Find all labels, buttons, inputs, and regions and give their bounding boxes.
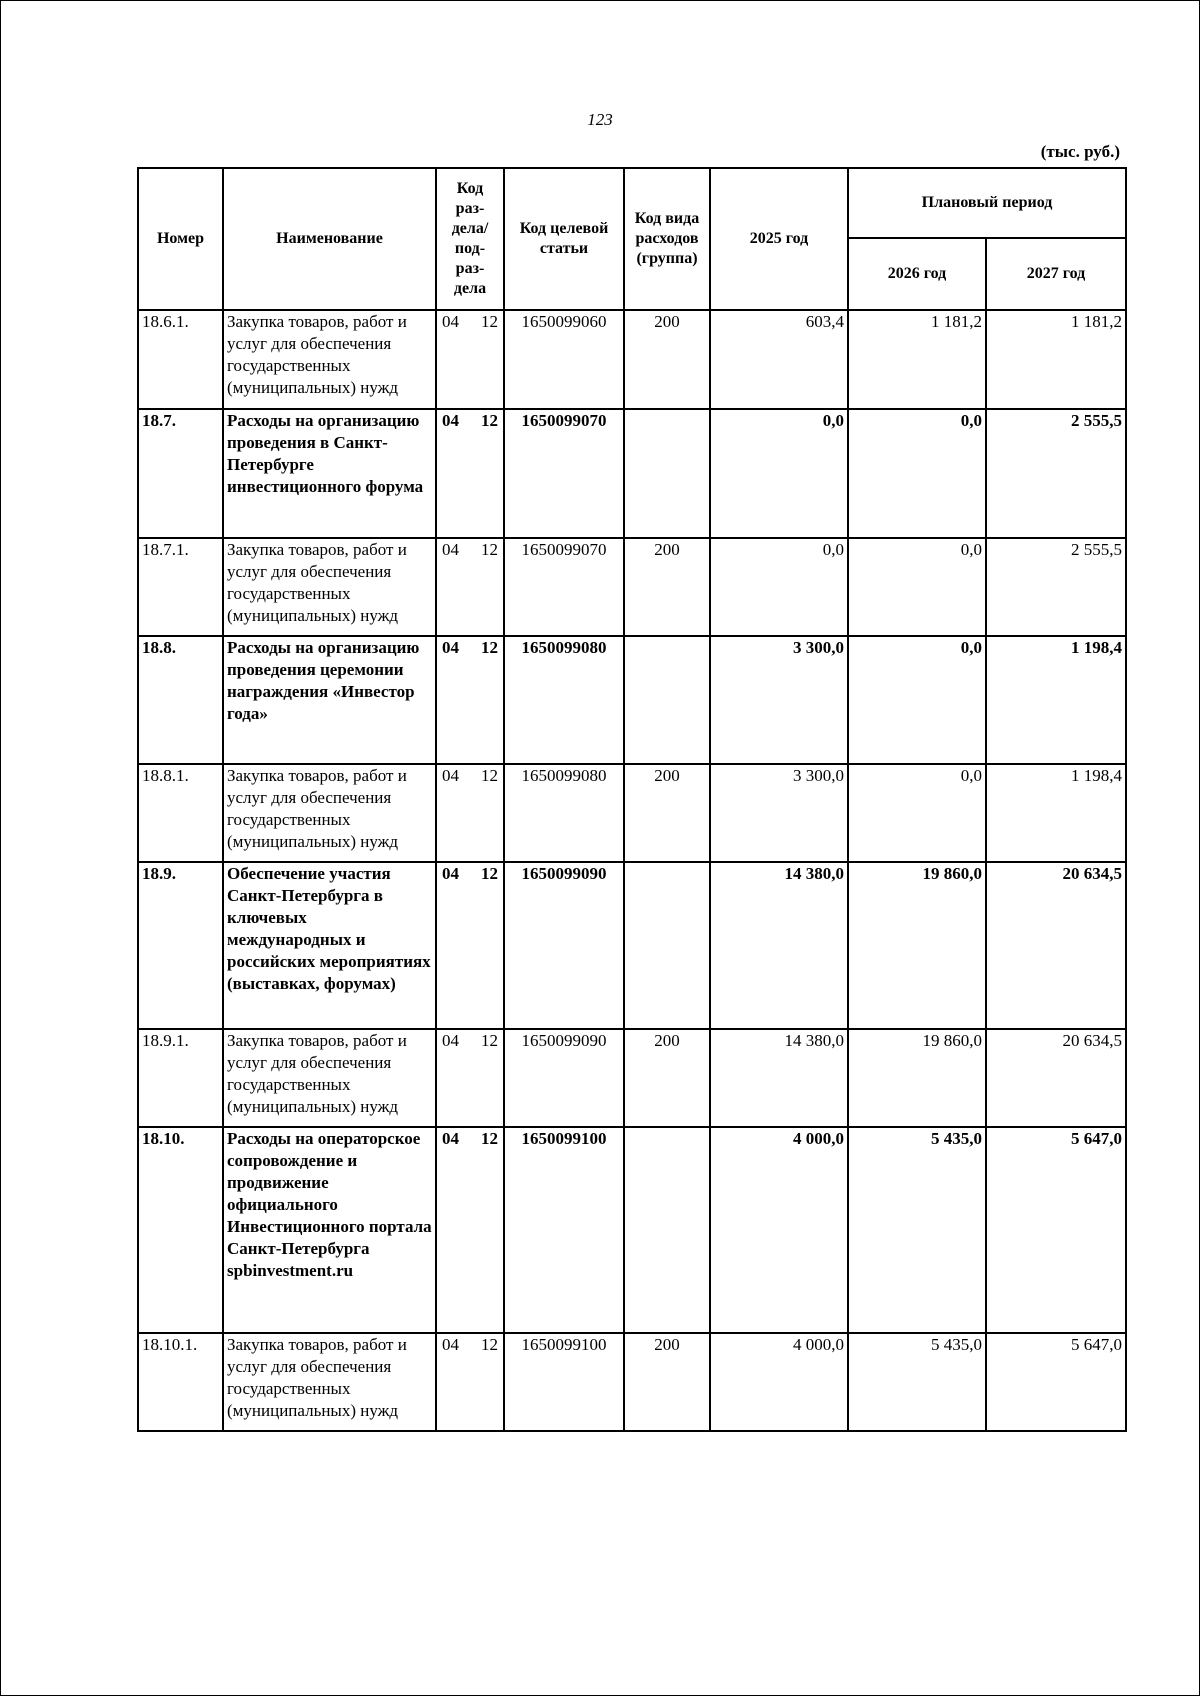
table-row [138,1029,1126,1127]
row-name: Расходы на организацию проведения в Санкт-Петербурге инвестиционного форума [223,409,436,538]
amount-2027: 5 647,0 [986,1333,1126,1431]
row-name: Закупка товаров, работ и услуг для обеспечения государственных (муниципальных) нужд [223,1333,436,1431]
row-number: 18.7.1. [138,538,223,636]
row-number: 18.9. [138,862,223,1029]
amount-2025: 4 000,0 [710,1333,848,1431]
amount-2027: 1 181,2 [986,310,1126,409]
table-row [138,1333,1126,1431]
header-year-2027: 2027 год [986,238,1126,310]
header-planned-period: Плановый период [848,168,1126,238]
amount-2027: 5 647,0 [986,1127,1126,1333]
section: 04 [442,1335,459,1354]
target-code: 1650099080 [504,764,624,862]
target-code: 1650099090 [504,862,624,1029]
row-name: Расходы на операторское сопровождение и продвижение официального Инвестиционного портала Санкт-Петербурга spbinvestment.ru [223,1127,436,1333]
expense-type-code [624,862,710,1029]
expense-type-code [624,636,710,764]
section-code [436,636,504,764]
subsection: 12 [481,1129,498,1148]
subsection: 12 [481,411,498,430]
expense-type-code: 200 [624,538,710,636]
amount-2025: 14 380,0 [710,862,848,1029]
section: 04 [442,638,459,657]
amount-2026: 0,0 [848,409,986,538]
row-name: Расходы на организацию проведения церемонии награждения «Инвестор года» [223,636,436,764]
section: 04 [442,1129,459,1148]
target-code: 1650099100 [504,1127,624,1333]
row-number: 18.7. [138,409,223,538]
amount-2025: 0,0 [710,409,848,538]
amount-2026: 5 435,0 [848,1127,986,1333]
expense-type-code: 200 [624,310,710,409]
row-number: 18.10. [138,1127,223,1333]
row-number: 18.6.1. [138,310,223,409]
row-name: Закупка товаров, работ и услуг для обеспечения государственных (муниципальных) нужд [223,310,436,409]
budget-table [137,167,1127,1432]
target-code: 1650099070 [504,409,624,538]
amount-2025: 14 380,0 [710,1029,848,1127]
section: 04 [442,766,459,785]
header-year-2026: 2026 год [848,238,986,310]
table-row [138,764,1126,862]
amount-2027: 2 555,5 [986,409,1126,538]
section-code [436,1029,504,1127]
units-label: (тыс. руб.) [1040,142,1120,161]
section-code [436,1333,504,1431]
row-name: Закупка товаров, работ и услуг для обеспечения государственных (муниципальных) нужд [223,764,436,862]
amount-2025: 0,0 [710,538,848,636]
row-name: Обеспечение участия Санкт-Петербурга в ключевых международных и российских мероприятиях (выставках, форумах) [223,862,436,1029]
section: 04 [442,864,459,883]
row-name: Закупка товаров, работ и услуг для обеспечения государственных (муниципальных) нужд [223,1029,436,1127]
row-name: Закупка товаров, работ и услуг для обеспечения государственных (муниципальных) нужд [223,538,436,636]
amount-2025: 3 300,0 [710,764,848,862]
amount-2026: 19 860,0 [848,862,986,1029]
subsection: 12 [481,638,498,657]
header-number: Номер [138,168,223,310]
row-number: 18.8.1. [138,764,223,862]
amount-2025: 3 300,0 [710,636,848,764]
header-year-2025: 2025 год [710,168,848,310]
subsection: 12 [481,766,498,785]
amount-2026: 0,0 [848,764,986,862]
row-number: 18.8. [138,636,223,764]
subsection: 12 [481,864,498,883]
amount-2026: 5 435,0 [848,1333,986,1431]
subsection: 12 [481,540,498,559]
row-number: 18.10.1. [138,1333,223,1431]
page-number: 123 [587,110,613,129]
amount-2027: 2 555,5 [986,538,1126,636]
expense-type-code [624,409,710,538]
amount-2026: 19 860,0 [848,1029,986,1127]
amount-2025: 4 000,0 [710,1127,848,1333]
expense-type-code: 200 [624,764,710,862]
table-row [138,538,1126,636]
section-code [436,538,504,636]
section-code [436,310,504,409]
amount-2026: 1 181,2 [848,310,986,409]
header-expense-type: Код вида расходов (группа) [624,168,710,310]
section-code [436,1127,504,1333]
target-code: 1650099090 [504,1029,624,1127]
amount-2027: 20 634,5 [986,862,1126,1029]
target-code: 1650099080 [504,636,624,764]
section-code [436,862,504,1029]
amount-2027: 20 634,5 [986,1029,1126,1127]
section: 04 [442,411,459,430]
target-code: 1650099070 [504,538,624,636]
amount-2025: 603,4 [710,310,848,409]
expense-type-code: 200 [624,1029,710,1127]
header-target-code: Код целевой статьи [504,168,624,310]
amount-2027: 1 198,4 [986,764,1126,862]
header-section-code: Код раз-дела/ под-раз-дела [436,168,504,310]
target-code: 1650099060 [504,310,624,409]
table-row [138,636,1126,764]
expense-type-code [624,1127,710,1333]
target-code: 1650099100 [504,1333,624,1431]
subsection: 12 [481,312,498,331]
section: 04 [442,312,459,331]
amount-2026: 0,0 [848,538,986,636]
table-row [138,862,1126,1029]
section: 04 [442,540,459,559]
expense-type-code: 200 [624,1333,710,1431]
subsection: 12 [481,1031,498,1050]
header-name: Наименование [223,168,436,310]
section-code [436,409,504,538]
amount-2026: 0,0 [848,636,986,764]
table-row [138,310,1126,409]
row-number: 18.9.1. [138,1029,223,1127]
table-row [138,409,1126,538]
section-code [436,764,504,862]
subsection: 12 [481,1335,498,1354]
table-row [138,1127,1126,1333]
section: 04 [442,1031,459,1050]
amount-2027: 1 198,4 [986,636,1126,764]
